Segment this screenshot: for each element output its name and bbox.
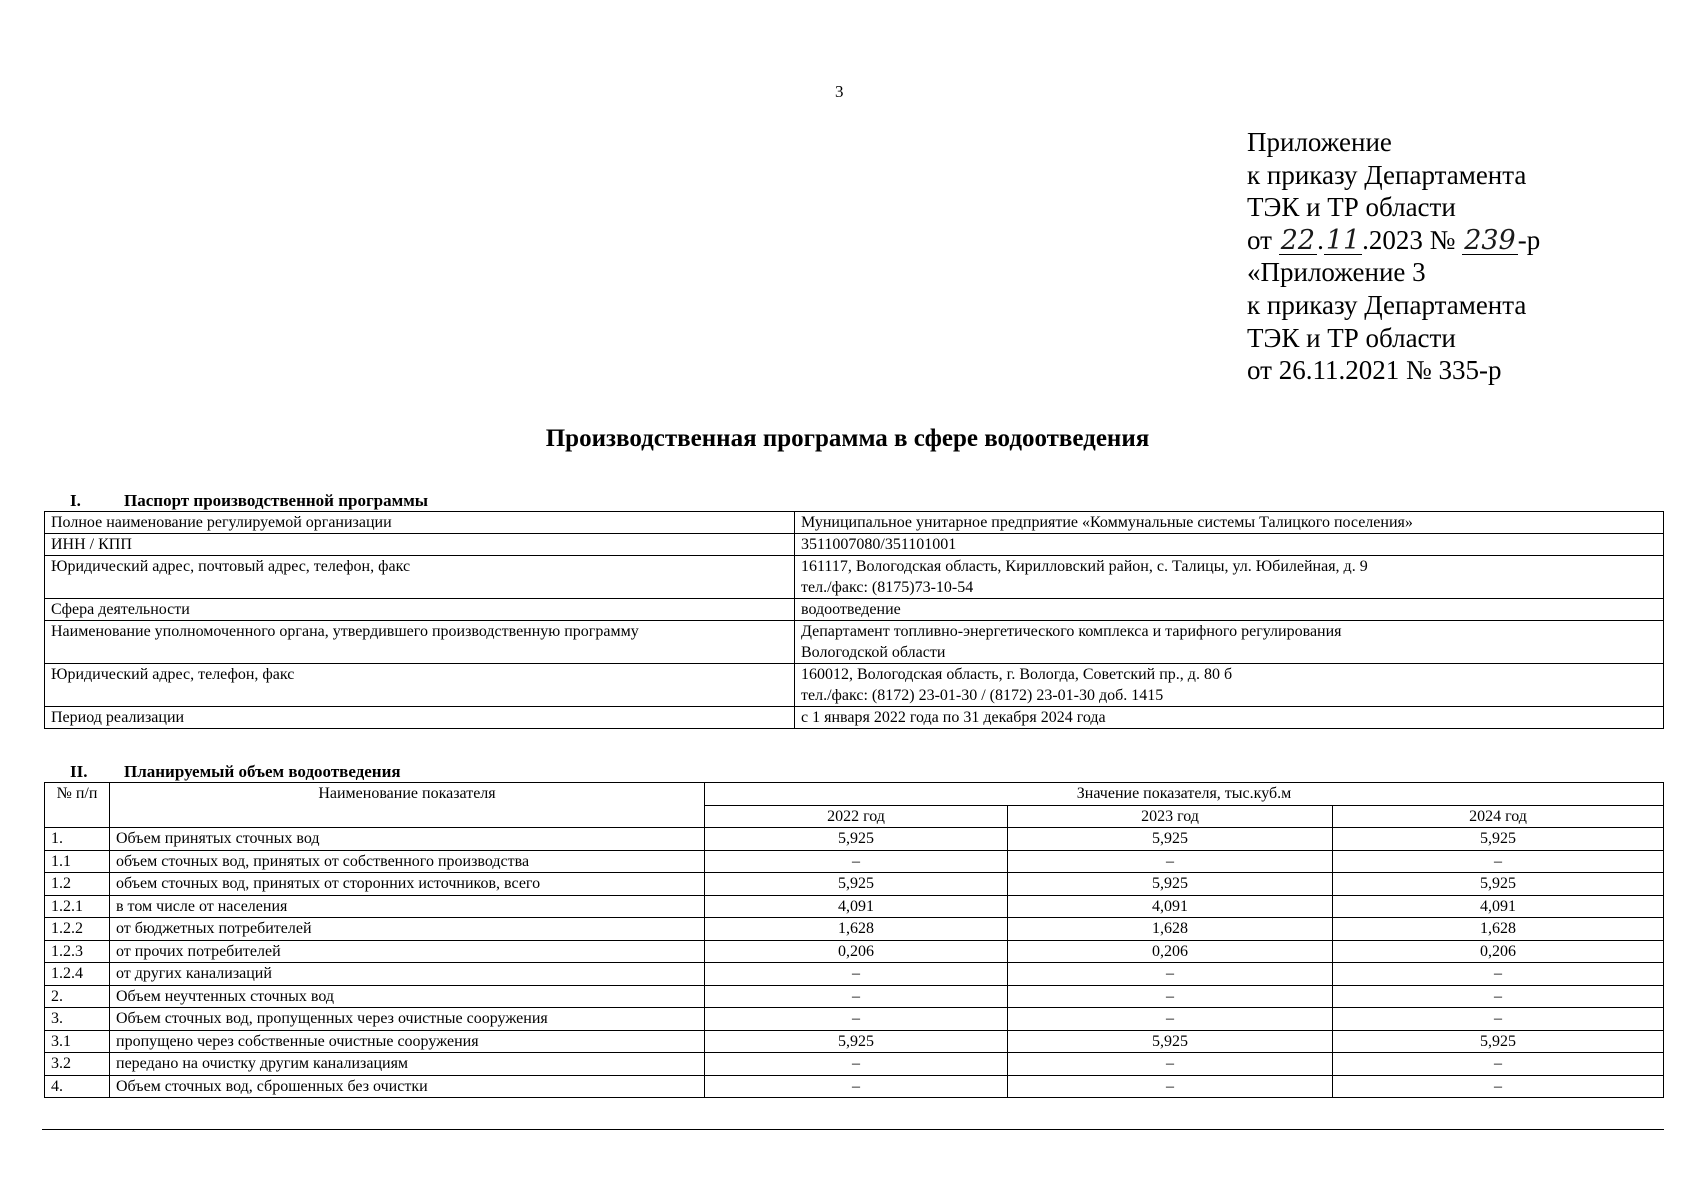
col-header-year: 2022 год: [705, 805, 1008, 828]
row-number: 1.1: [45, 850, 110, 873]
table-row: [45, 621, 1664, 664]
col-header-value-group: Значение показателя, тыс.куб.м: [705, 783, 1664, 806]
row-value: –: [1333, 850, 1664, 873]
row-value: –: [705, 1053, 1008, 1076]
row-indicator-name: объем сточных вод, принятых от сторонних источников, всего: [110, 873, 705, 896]
appendix-date-line: [1247, 224, 1540, 257]
date-dot: .: [1317, 224, 1324, 255]
appendix-line: к приказу Департамента: [1247, 159, 1527, 190]
row-value: 4,091: [705, 895, 1008, 918]
row-indicator-name: Объем принятых сточных вод: [110, 828, 705, 851]
appendix-line: ТЭК и ТР области: [1247, 192, 1456, 223]
table-row: [45, 850, 1664, 873]
row-value: 1,628: [705, 918, 1008, 941]
row-value: 5,925: [1333, 873, 1664, 896]
row-value: 4,091: [1333, 895, 1664, 918]
page-number: 3: [835, 82, 844, 101]
row-value: –: [705, 1075, 1008, 1098]
appendix-line: к приказу Департамента: [1247, 289, 1527, 320]
appendix-line: ТЭК и ТР области: [1247, 322, 1456, 353]
handwritten-month: 11: [1325, 224, 1361, 256]
passport-value-line: тел./факс: (8175)73-10-54: [801, 579, 974, 596]
table-row: [45, 828, 1664, 851]
handwritten-order-number: 239: [1464, 224, 1516, 256]
row-value: –: [1008, 963, 1333, 986]
passport-value: [795, 621, 1664, 664]
row-value: –: [705, 1008, 1008, 1031]
table-row: [45, 963, 1664, 986]
passport-value-line: Вологодской области: [801, 644, 946, 661]
row-value: 5,925: [1008, 828, 1333, 851]
row-value: –: [1008, 1053, 1333, 1076]
section-number: I.: [70, 491, 81, 510]
passport-value: [795, 512, 1664, 534]
row-value: 5,925: [1008, 1030, 1333, 1053]
appendix-block: [1247, 126, 1540, 387]
row-indicator-name: от бюджетных потребителей: [110, 918, 705, 941]
passport-label: Юридический адрес, телефон, факс: [45, 664, 795, 707]
row-value: 5,925: [705, 1030, 1008, 1053]
appendix-line: Приложение: [1247, 127, 1392, 157]
row-indicator-name: Объем сточных вод, сброшенных без очистки: [110, 1075, 705, 1098]
row-value: –: [705, 850, 1008, 873]
row-number: 1.2.3: [45, 940, 110, 963]
table-row: [45, 599, 1664, 621]
col-header-name: Наименование показателя: [110, 783, 705, 828]
handwritten-day: 22: [1280, 224, 1316, 256]
appendix-line: от 26.11.2021 № 335-р: [1247, 355, 1502, 386]
appendix-line: «Приложение 3: [1247, 257, 1426, 288]
table-row: [45, 985, 1664, 1008]
row-indicator-name: Объем сточных вод, пропущенных через очистные сооружения: [110, 1008, 705, 1031]
passport-value: [795, 556, 1664, 599]
passport-value-line: с 1 января 2022 года по 31 декабря 2024 года: [801, 709, 1106, 726]
row-indicator-name: от других канализаций: [110, 963, 705, 986]
table-row: [45, 1030, 1664, 1053]
row-number: 1.2: [45, 873, 110, 896]
row-number: 1.: [45, 828, 110, 851]
row-value: 1,628: [1008, 918, 1333, 941]
bottom-rule: [42, 1129, 1664, 1130]
row-number: 3.1: [45, 1030, 110, 1053]
row-value: 1,628: [1333, 918, 1664, 941]
row-value: 0,206: [705, 940, 1008, 963]
row-value: –: [1333, 985, 1664, 1008]
row-number: 1.2.1: [45, 895, 110, 918]
table-row: [45, 664, 1664, 707]
section1-heading: [70, 491, 428, 511]
row-indicator-name: от прочих потребителей: [110, 940, 705, 963]
row-value: –: [1333, 1053, 1664, 1076]
date-year: .2023 №: [1362, 224, 1456, 255]
passport-value-line: 3511007080/351101001: [801, 536, 957, 553]
row-value: –: [1008, 1075, 1333, 1098]
row-value: –: [705, 963, 1008, 986]
row-value: –: [705, 985, 1008, 1008]
col-header-number: № п/п: [45, 783, 110, 828]
passport-value-line: Муниципальное унитарное предприятие «Коммунальные системы Талицкого поселения»: [801, 514, 1413, 531]
date-prefix: от: [1247, 224, 1272, 255]
row-value: 4,091: [1008, 895, 1333, 918]
col-header-year: 2023 год: [1008, 805, 1333, 828]
row-indicator-name: в том числе от населения: [110, 895, 705, 918]
passport-value: [795, 534, 1664, 556]
table-row: [45, 940, 1664, 963]
volume-table: [44, 782, 1664, 1098]
passport-value-line: водоотведение: [801, 601, 901, 618]
row-value: 5,925: [1008, 873, 1333, 896]
passport-table: [44, 511, 1664, 729]
table-row: [45, 1075, 1664, 1098]
table-row: [45, 873, 1664, 896]
table-row: [45, 707, 1664, 729]
passport-value-line: Департамент топливно-энергетического комплекса и тарифного регулирования: [801, 623, 1342, 640]
table-row: [45, 556, 1664, 599]
row-indicator-name: передано на очистку другим канализациям: [110, 1053, 705, 1076]
passport-label: Юридический адрес, почтовый адрес, телефон, факс: [45, 556, 795, 599]
passport-value-line: тел./факс: (8172) 23-01-30 / (8172) 23-01-30 доб. 1415: [801, 687, 1164, 704]
passport-label: Сфера деятельности: [45, 599, 795, 621]
section-number: II.: [70, 762, 88, 781]
row-value: –: [1008, 1008, 1333, 1031]
order-suffix: -р: [1517, 224, 1541, 255]
table-row: [45, 512, 1664, 534]
row-value: –: [1008, 850, 1333, 873]
passport-label: ИНН / КПП: [45, 534, 795, 556]
row-value: –: [1333, 1008, 1664, 1031]
passport-label: Полное наименование регулируемой организации: [45, 512, 795, 534]
row-value: 0,206: [1008, 940, 1333, 963]
row-value: –: [1333, 1075, 1664, 1098]
passport-label: Наименование уполномоченного органа, утвердившего производственную программу: [45, 621, 795, 664]
table-row: [45, 918, 1664, 941]
document-title: Производственная программа в сфере водоотведения: [545, 425, 1150, 452]
table-row: [45, 1053, 1664, 1076]
col-header-year: 2024 год: [1333, 805, 1664, 828]
table-row: [45, 534, 1664, 556]
section-title: Паспорт производственной программы: [124, 491, 429, 510]
table-row: [45, 1008, 1664, 1031]
row-number: 2.: [45, 985, 110, 1008]
row-value: 5,925: [1333, 828, 1664, 851]
section2-heading: [70, 762, 401, 782]
passport-value: [795, 599, 1664, 621]
row-indicator-name: пропущено через собственные очистные сооружения: [110, 1030, 705, 1053]
row-number: 4.: [45, 1075, 110, 1098]
row-value: –: [1008, 985, 1333, 1008]
row-number: 1.2.4: [45, 963, 110, 986]
passport-value-line: 161117, Вологодская область, Кирилловский район, с. Талицы, ул. Юбилейная, д. 9: [801, 558, 1368, 575]
row-number: 1.2.2: [45, 918, 110, 941]
row-value: –: [1333, 963, 1664, 986]
row-indicator-name: Объем неучтенных сточных вод: [110, 985, 705, 1008]
passport-value-line: 160012, Вологодская область, г. Вологда, Советский пр., д. 80 б: [801, 666, 1233, 683]
section-title: Планируемый объем водоотведения: [124, 762, 401, 781]
row-value: 5,925: [1333, 1030, 1664, 1053]
passport-value: [795, 664, 1664, 707]
row-value: 0,206: [1333, 940, 1664, 963]
table-row: [45, 895, 1664, 918]
row-number: 3.: [45, 1008, 110, 1031]
row-value: 5,925: [705, 828, 1008, 851]
passport-label: Период реализации: [45, 707, 795, 729]
row-value: 5,925: [705, 873, 1008, 896]
row-indicator-name: объем сточных вод, принятых от собственного производства: [110, 850, 705, 873]
passport-value: [795, 707, 1664, 729]
row-number: 3.2: [45, 1053, 110, 1076]
